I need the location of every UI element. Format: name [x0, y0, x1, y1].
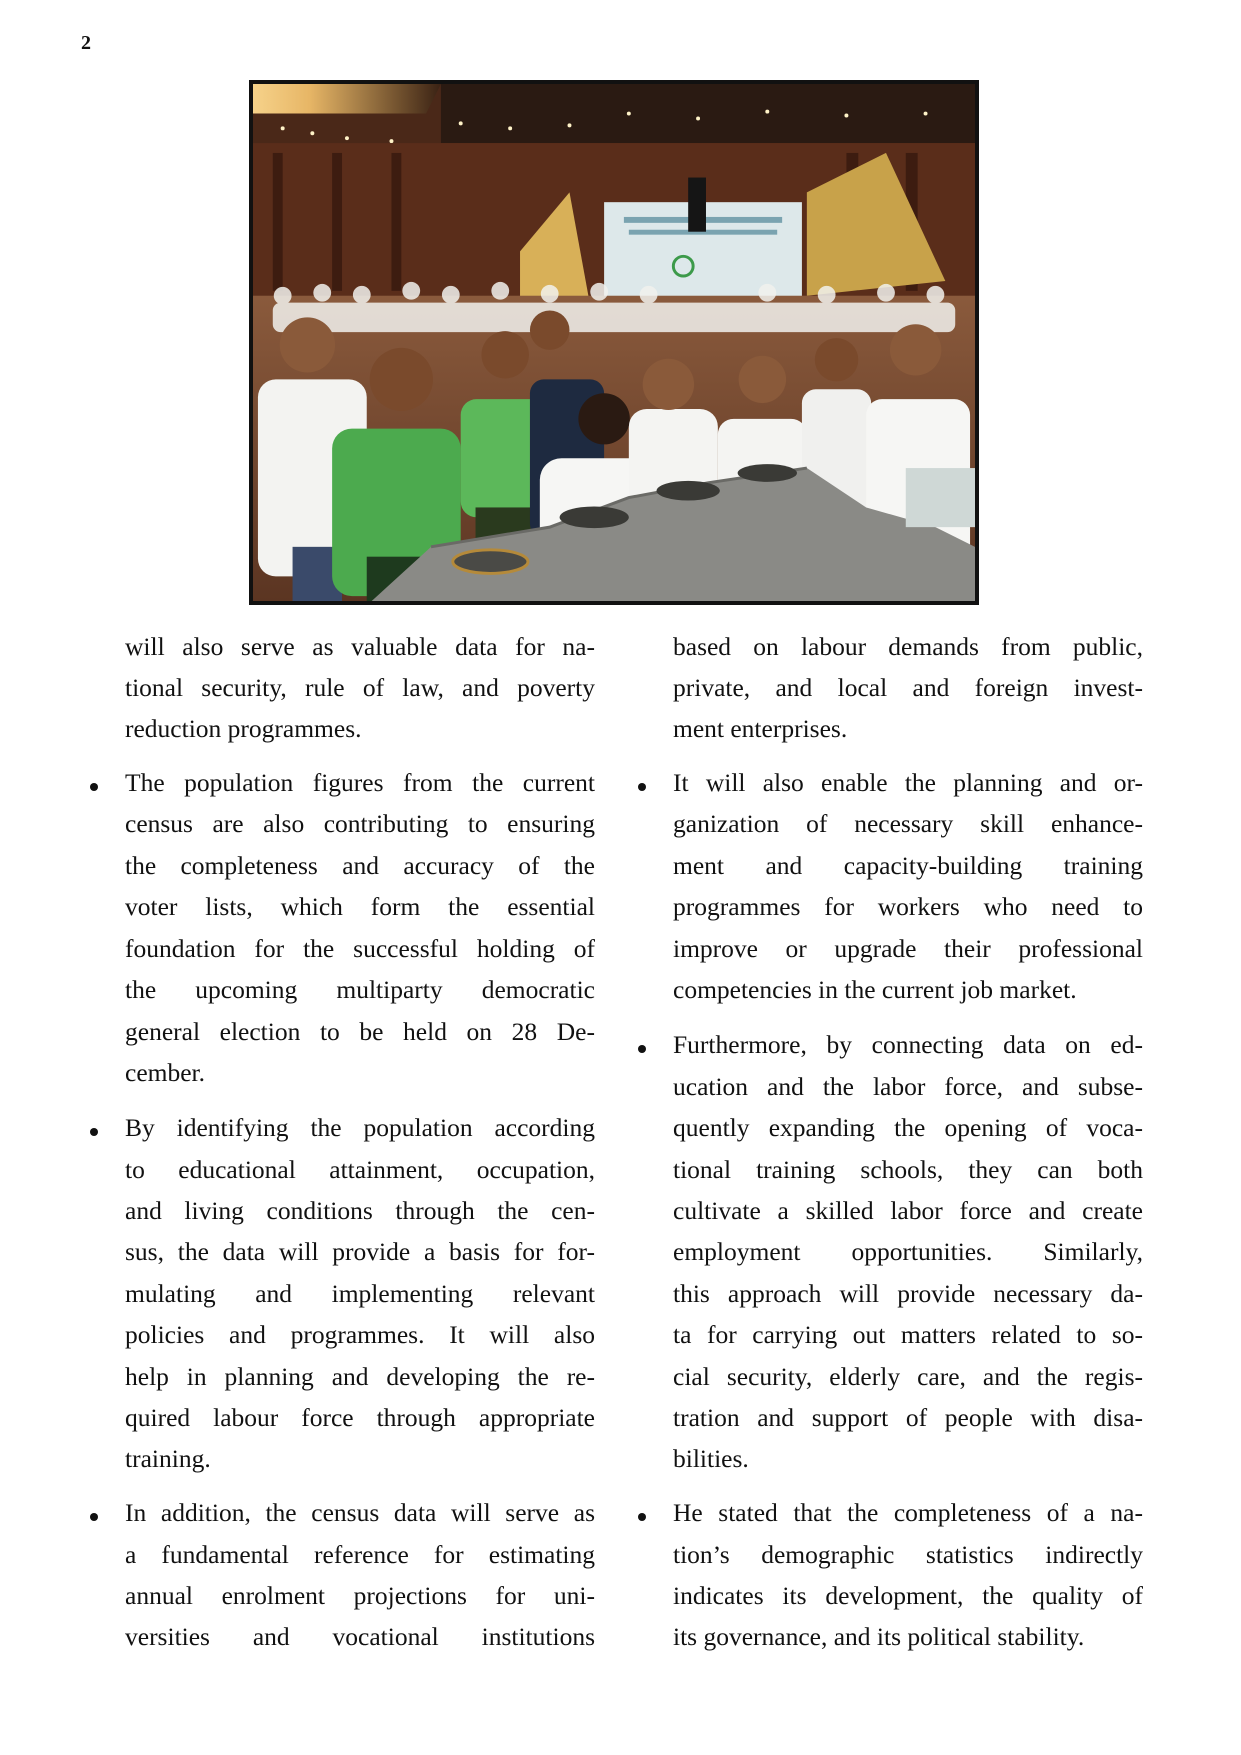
- bullet-icon: [90, 783, 98, 791]
- bullet-icon: [638, 1045, 646, 1053]
- text-line: It will also enable the planning and or-: [673, 768, 1143, 797]
- text-line: In addition, the census data will serve as: [125, 1498, 595, 1527]
- text-line: Furthermore, by connecting data on ed-: [673, 1030, 1143, 1059]
- text-line: private, and local and foreign invest-: [673, 673, 1143, 702]
- text-line: tion’s demographic statistics indirectly: [673, 1540, 1143, 1569]
- text-line: census are also contributing to ensuring: [125, 809, 595, 838]
- text-line: tration and support of people with disa-: [673, 1403, 1143, 1432]
- text-line: mulating and implementing relevant: [125, 1279, 595, 1308]
- text-line: tional training schools, they can both: [673, 1155, 1143, 1184]
- text-line: The population figures from the current: [125, 768, 595, 797]
- text-line: bilities.: [673, 1444, 749, 1473]
- text-line: tional security, rule of law, and poverty: [125, 673, 595, 702]
- text-line: foundation for the successful holding of: [125, 934, 595, 963]
- text-line: annual enrolment projections for uni-: [125, 1581, 595, 1610]
- text-line: and living conditions through the cen-: [125, 1196, 595, 1225]
- bullet-icon: [90, 1128, 98, 1136]
- text-line: will also serve as valuable data for na-: [125, 632, 595, 661]
- bullet-icon: [638, 783, 646, 791]
- text-line: to educational attainment, occupation,: [125, 1155, 595, 1184]
- text-line: ment and capacity-building training: [673, 851, 1143, 880]
- photo-illustration: [253, 84, 975, 601]
- text-line: policies and programmes. It will also: [125, 1320, 595, 1349]
- text-line: the upcoming multiparty democratic: [125, 975, 595, 1004]
- text-line: sus, the data will provide a basis for for-: [125, 1237, 595, 1266]
- text-line: ucation and the labor force, and subse-: [673, 1072, 1143, 1101]
- text-line: competencies in the current job market.: [673, 975, 1077, 1004]
- page-number: 2: [81, 32, 91, 54]
- text-line: this approach will provide necessary da-: [673, 1279, 1143, 1308]
- text-line: cultivate a skilled labor force and create: [673, 1196, 1143, 1225]
- text-line: help in planning and developing the re-: [125, 1362, 595, 1391]
- text-line: He stated that the completeness of a na-: [673, 1498, 1143, 1527]
- text-line: its governance, and its political stability.: [673, 1622, 1085, 1651]
- text-line: quired labour force through appropriate: [125, 1403, 595, 1432]
- text-line: indicates its development, the quality of: [673, 1581, 1143, 1610]
- text-line: general election to be held on 28 De-: [125, 1017, 595, 1046]
- text-line: employment opportunities. Similarly,: [673, 1237, 1143, 1266]
- text-line: quently expanding the opening of voca-: [673, 1113, 1143, 1142]
- text-line: improve or upgrade their professional: [673, 934, 1143, 963]
- text-line: training.: [125, 1444, 211, 1473]
- text-line: cember.: [125, 1058, 205, 1087]
- text-line: a fundamental reference for estimating: [125, 1540, 595, 1569]
- text-line: ment enterprises.: [673, 714, 848, 743]
- text-line: versities and vocational institutions: [125, 1622, 595, 1651]
- event-photo: [249, 80, 979, 605]
- text-line: By identifying the population according: [125, 1113, 595, 1142]
- text-line: programmes for workers who need to: [673, 892, 1143, 921]
- text-line: the completeness and accuracy of the: [125, 851, 595, 880]
- text-line: cial security, elderly care, and the regis-: [673, 1362, 1143, 1391]
- bullet-icon: [638, 1513, 646, 1521]
- bullet-icon: [90, 1513, 98, 1521]
- text-line: ganization of necessary skill enhance-: [673, 809, 1143, 838]
- text-line: reduction programmes.: [125, 714, 362, 743]
- text-line: ta for carrying out matters related to so-: [673, 1320, 1143, 1349]
- text-line: voter lists, which form the essential: [125, 892, 595, 921]
- text-line: based on labour demands from public,: [673, 632, 1143, 661]
